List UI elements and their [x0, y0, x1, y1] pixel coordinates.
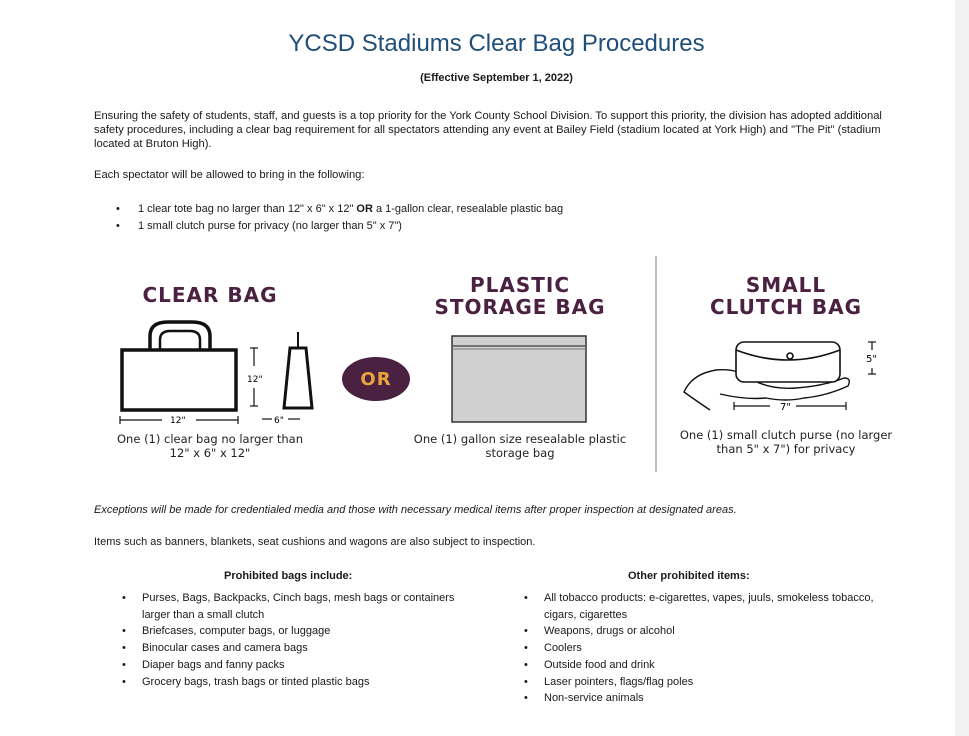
list-item: • Diaper bags and fanny packs	[118, 657, 458, 674]
clutch-width-label: 7"	[780, 402, 791, 413]
page-title: YCSD Stadiums Clear Bag Procedures	[288, 30, 705, 57]
zip-bag-icon	[452, 336, 586, 422]
plastic-bag-illustration	[450, 334, 590, 426]
clear-bag-heading: CLEAR BAG	[142, 283, 278, 307]
clear-bag-depth-label: 6"	[274, 416, 284, 426]
prohibited-bags-heading: Prohibited bags include:	[224, 570, 353, 582]
clutch-bag-heading: SMALL CLUTCH BAG	[709, 273, 863, 319]
dimension-marks	[120, 348, 300, 424]
plastic-bag-caption: One (1) gallon size resealable plastic storage bag	[413, 432, 627, 460]
clear-bag-width-label: 12"	[170, 416, 186, 426]
list-item: • All tobacco products: e-cigarettes, vapes, juuls, smokeless tobacco, cigars, cigarettes	[520, 590, 900, 623]
prohibited-bags-list	[118, 590, 458, 690]
list-item: • Purses, Bags, Backpacks, Cinch bags, mesh bags or containers larger than a small clutch	[118, 590, 458, 623]
other-prohibited-list	[520, 590, 900, 707]
clutch-purse-icon	[736, 342, 840, 382]
list-item: • Coolers	[520, 640, 900, 657]
allowed-list	[94, 201, 563, 235]
clear-bag-caption: One (1) clear bag no larger than 12" x 6" x 12"	[117, 432, 303, 460]
exceptions-note: Exceptions will be made for credentialed media and those with necessary medical items after proper inspection at designated areas.	[94, 504, 737, 516]
list-item: • Grocery bags, trash bags or tinted plastic bags	[118, 674, 458, 691]
allowed-item: • 1 small clutch purse for privacy (no larger than 5" x 7")	[94, 218, 563, 235]
list-item: • Binocular cases and camera bags	[118, 640, 458, 657]
clear-bag-illustration	[110, 318, 330, 428]
inspection-note: Items such as banners, blankets, seat cushions and wagons are also subject to inspection.	[94, 536, 536, 548]
list-item: • Non-service animals	[520, 690, 900, 707]
list-item: • Laser pointers, flags/flag poles	[520, 674, 900, 691]
list-item: • Weapons, drugs or alcohol	[520, 623, 900, 640]
allowed-item: • 1 clear tote bag no larger than 12" x 6" x 12" OR a 1-gallon clear, resealable plastic bag	[94, 201, 563, 218]
list-item: • Briefcases, computer bags, or luggage	[118, 623, 458, 640]
panel-divider	[655, 256, 657, 472]
clutch-bag-illustration	[676, 334, 896, 418]
allowed-intro: Each spectator will be allowed to bring in the following:	[94, 169, 365, 181]
or-badge: OR	[342, 357, 410, 401]
intro-paragraph: Ensuring the safety of students, staff, and guests is a top priority for the York County School Division. To support this priority, the division has adopted additional safety procedures, including a clear bag requirement for all spectators attending any event at Bailey Field (stadium located at York High) and "The Pit" (stadium located at Bruton High).	[94, 110, 882, 150]
tote-bag-icon	[122, 322, 236, 410]
clutch-bag-caption: One (1) small clutch purse (no larger than 5" x 7") for privacy	[679, 428, 893, 456]
side-view-bag-icon	[284, 332, 312, 408]
plastic-bag-heading: PLASTIC STORAGE BAG	[434, 273, 606, 319]
effective-date: (Effective September 1, 2022)	[420, 72, 573, 84]
clear-bag-height-label: 12"	[247, 375, 263, 385]
list-item: • Outside food and drink	[520, 657, 900, 674]
clutch-height-label: 5"	[866, 354, 877, 365]
page-edge	[955, 0, 969, 736]
other-prohibited-heading: Other prohibited items:	[628, 570, 750, 582]
